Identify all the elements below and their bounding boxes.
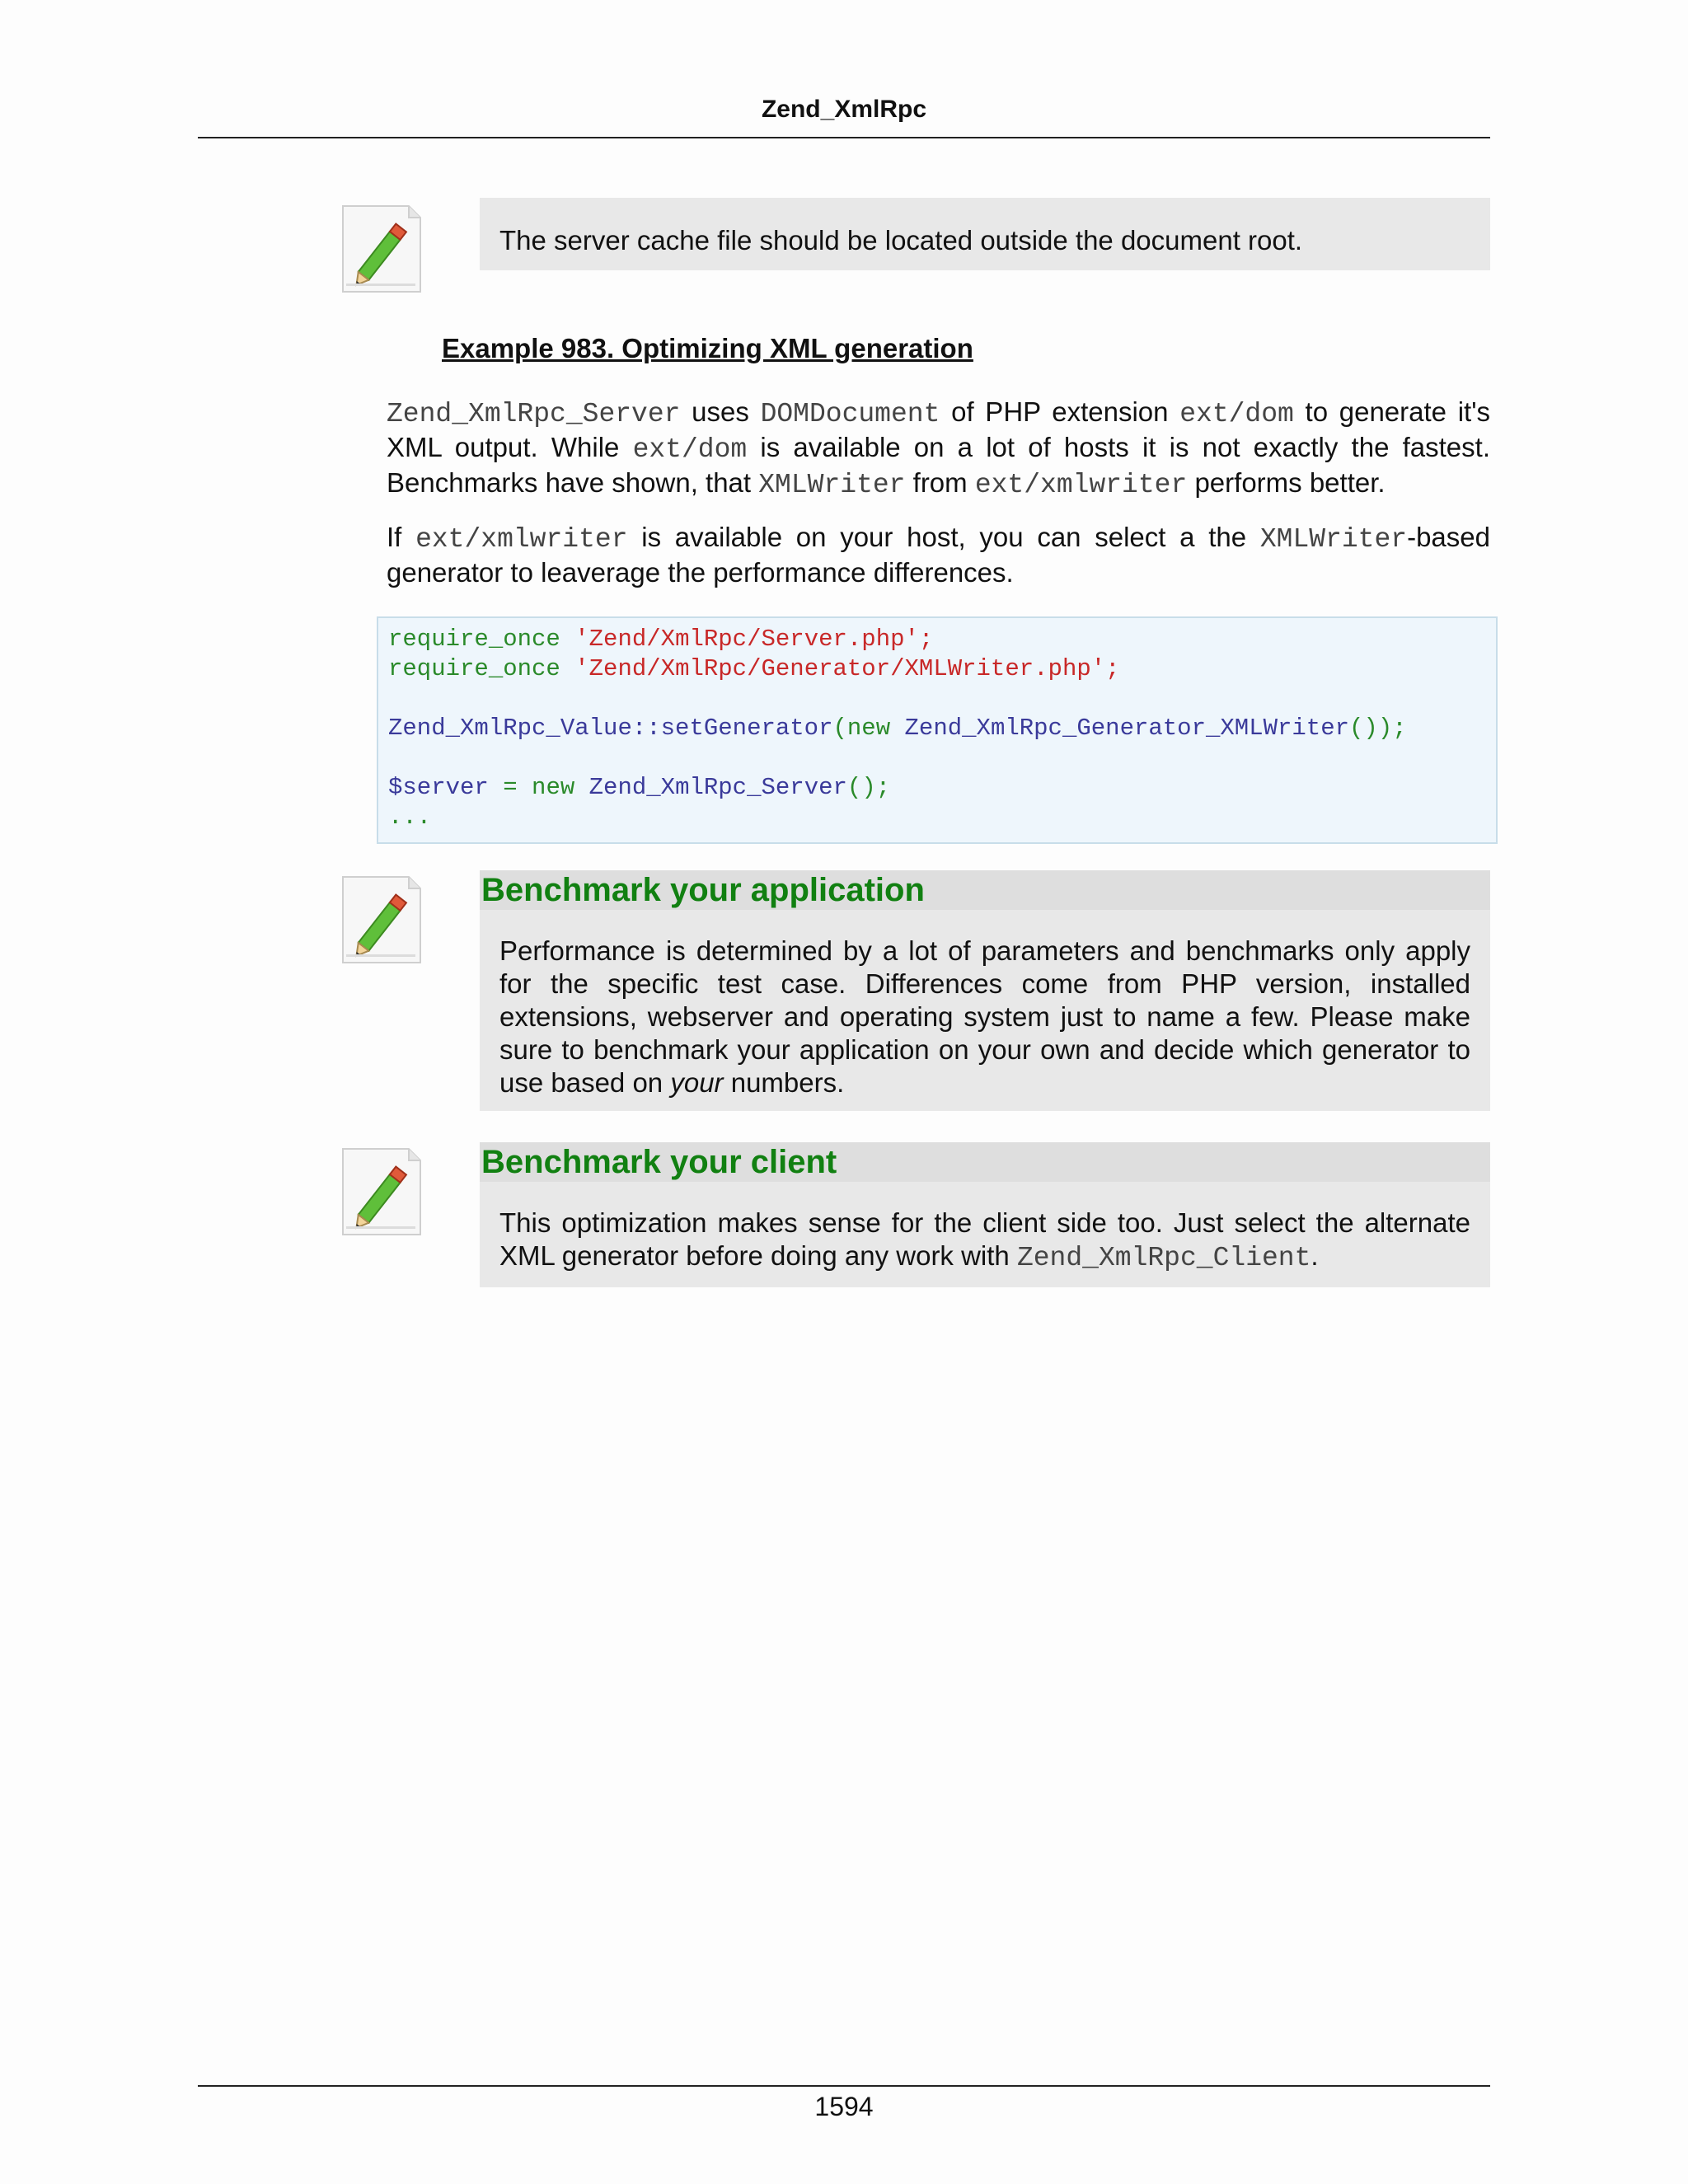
inline-code: Zend_XmlRpc_Client — [1016, 1243, 1311, 1273]
inline-code: ext/dom — [1179, 399, 1294, 429]
text-run: If — [387, 522, 416, 552]
text-run: of PHP extension — [940, 396, 1180, 427]
code-string: 'Zend/XmlRpc/Generator/XMLWriter.php'; — [574, 655, 1120, 682]
paragraph-intro — [387, 396, 1490, 502]
note-box-benchmark-application — [480, 870, 1490, 1111]
text-run: uses — [680, 396, 761, 427]
text-run: -based generator to leaverage the performance differences. — [387, 522, 1490, 588]
inline-code: XMLWriter — [1259, 524, 1408, 555]
inline-code: ext/xmlwriter — [974, 470, 1188, 500]
note-title: Benchmark your client — [480, 1142, 1490, 1182]
code-line-2 — [388, 654, 1486, 684]
note-text — [480, 1182, 1490, 1275]
inline-code: ext/dom — [632, 434, 748, 465]
code-operator: (); — [846, 774, 891, 801]
example-title: Example 983. Optimizing XML generation — [442, 333, 973, 363]
footer-rule — [198, 2085, 1490, 2087]
code-function: Zend_XmlRpc_Value::setGenerator — [388, 715, 833, 742]
note-pencil-icon — [338, 872, 425, 968]
text-run: . — [1311, 1240, 1319, 1271]
text-run: Performance is determined by a lot of parameters and benchmarks only apply for the specific test case. Differences come from PHP version, installed extensions, webserver and operating system just to name a few. Please make sure to benchmark your application on your own and decide which generator to use based on — [499, 935, 1470, 1098]
paragraph-xmlwriter — [387, 521, 1490, 589]
code-operator: = new — [503, 774, 575, 801]
code-operator: (new — [832, 715, 891, 742]
code-listing — [377, 616, 1498, 844]
code-line-1 — [388, 625, 1486, 654]
note-text — [480, 910, 1490, 1099]
code-variable: $server — [388, 774, 489, 801]
text-run: is available on your host, you can select a the — [627, 522, 1260, 552]
code-line-5 — [388, 803, 1486, 832]
text-run: to generate it's XML output. While — [387, 396, 1491, 462]
code-line-blank — [388, 684, 1486, 714]
note-box-cache — [480, 198, 1490, 270]
note-text: The server cache file should be located outside the document root. — [499, 225, 1303, 255]
inline-code: XMLWriter — [758, 470, 906, 500]
inline-code: Zend_XmlRpc_Server — [387, 399, 681, 429]
code-string: 'Zend/XmlRpc/Server.php'; — [574, 626, 934, 653]
note-pencil-icon — [338, 201, 425, 297]
code-ellipsis: ... — [388, 804, 432, 831]
code-function: Zend_XmlRpc_Server — [588, 774, 847, 801]
note-pencil-icon — [338, 1144, 425, 1240]
code-line-4 — [388, 773, 1486, 803]
inline-code: ext/xmlwriter — [415, 524, 628, 555]
inline-code: DOMDocument — [760, 399, 940, 429]
text-run: performs better. — [1187, 467, 1386, 498]
header-rule — [198, 137, 1490, 138]
page-number: 1594 — [814, 2092, 874, 2121]
text-run: numbers. — [723, 1067, 845, 1098]
code-operator: ()); — [1349, 715, 1407, 742]
code-keyword: require_once — [388, 655, 560, 682]
text-run: is available on a lot of hosts it is not exactly the fastest. Benchmarks have shown, that — [387, 432, 1490, 498]
code-function: Zend_XmlRpc_Generator_XMLWriter — [904, 715, 1350, 742]
code-keyword: require_once — [388, 626, 560, 653]
code-line-3 — [388, 714, 1486, 743]
code-line-blank — [388, 743, 1486, 773]
text-run: This optimization makes sense for the client side too. Just select the alternate XML generator before doing any work with — [499, 1207, 1470, 1271]
note-title: Benchmark your application — [480, 870, 1490, 910]
emphasis: your — [670, 1067, 724, 1098]
text-run: from — [905, 467, 975, 498]
running-header: Zend_XmlRpc — [761, 96, 927, 123]
note-box-benchmark-client — [480, 1142, 1490, 1287]
